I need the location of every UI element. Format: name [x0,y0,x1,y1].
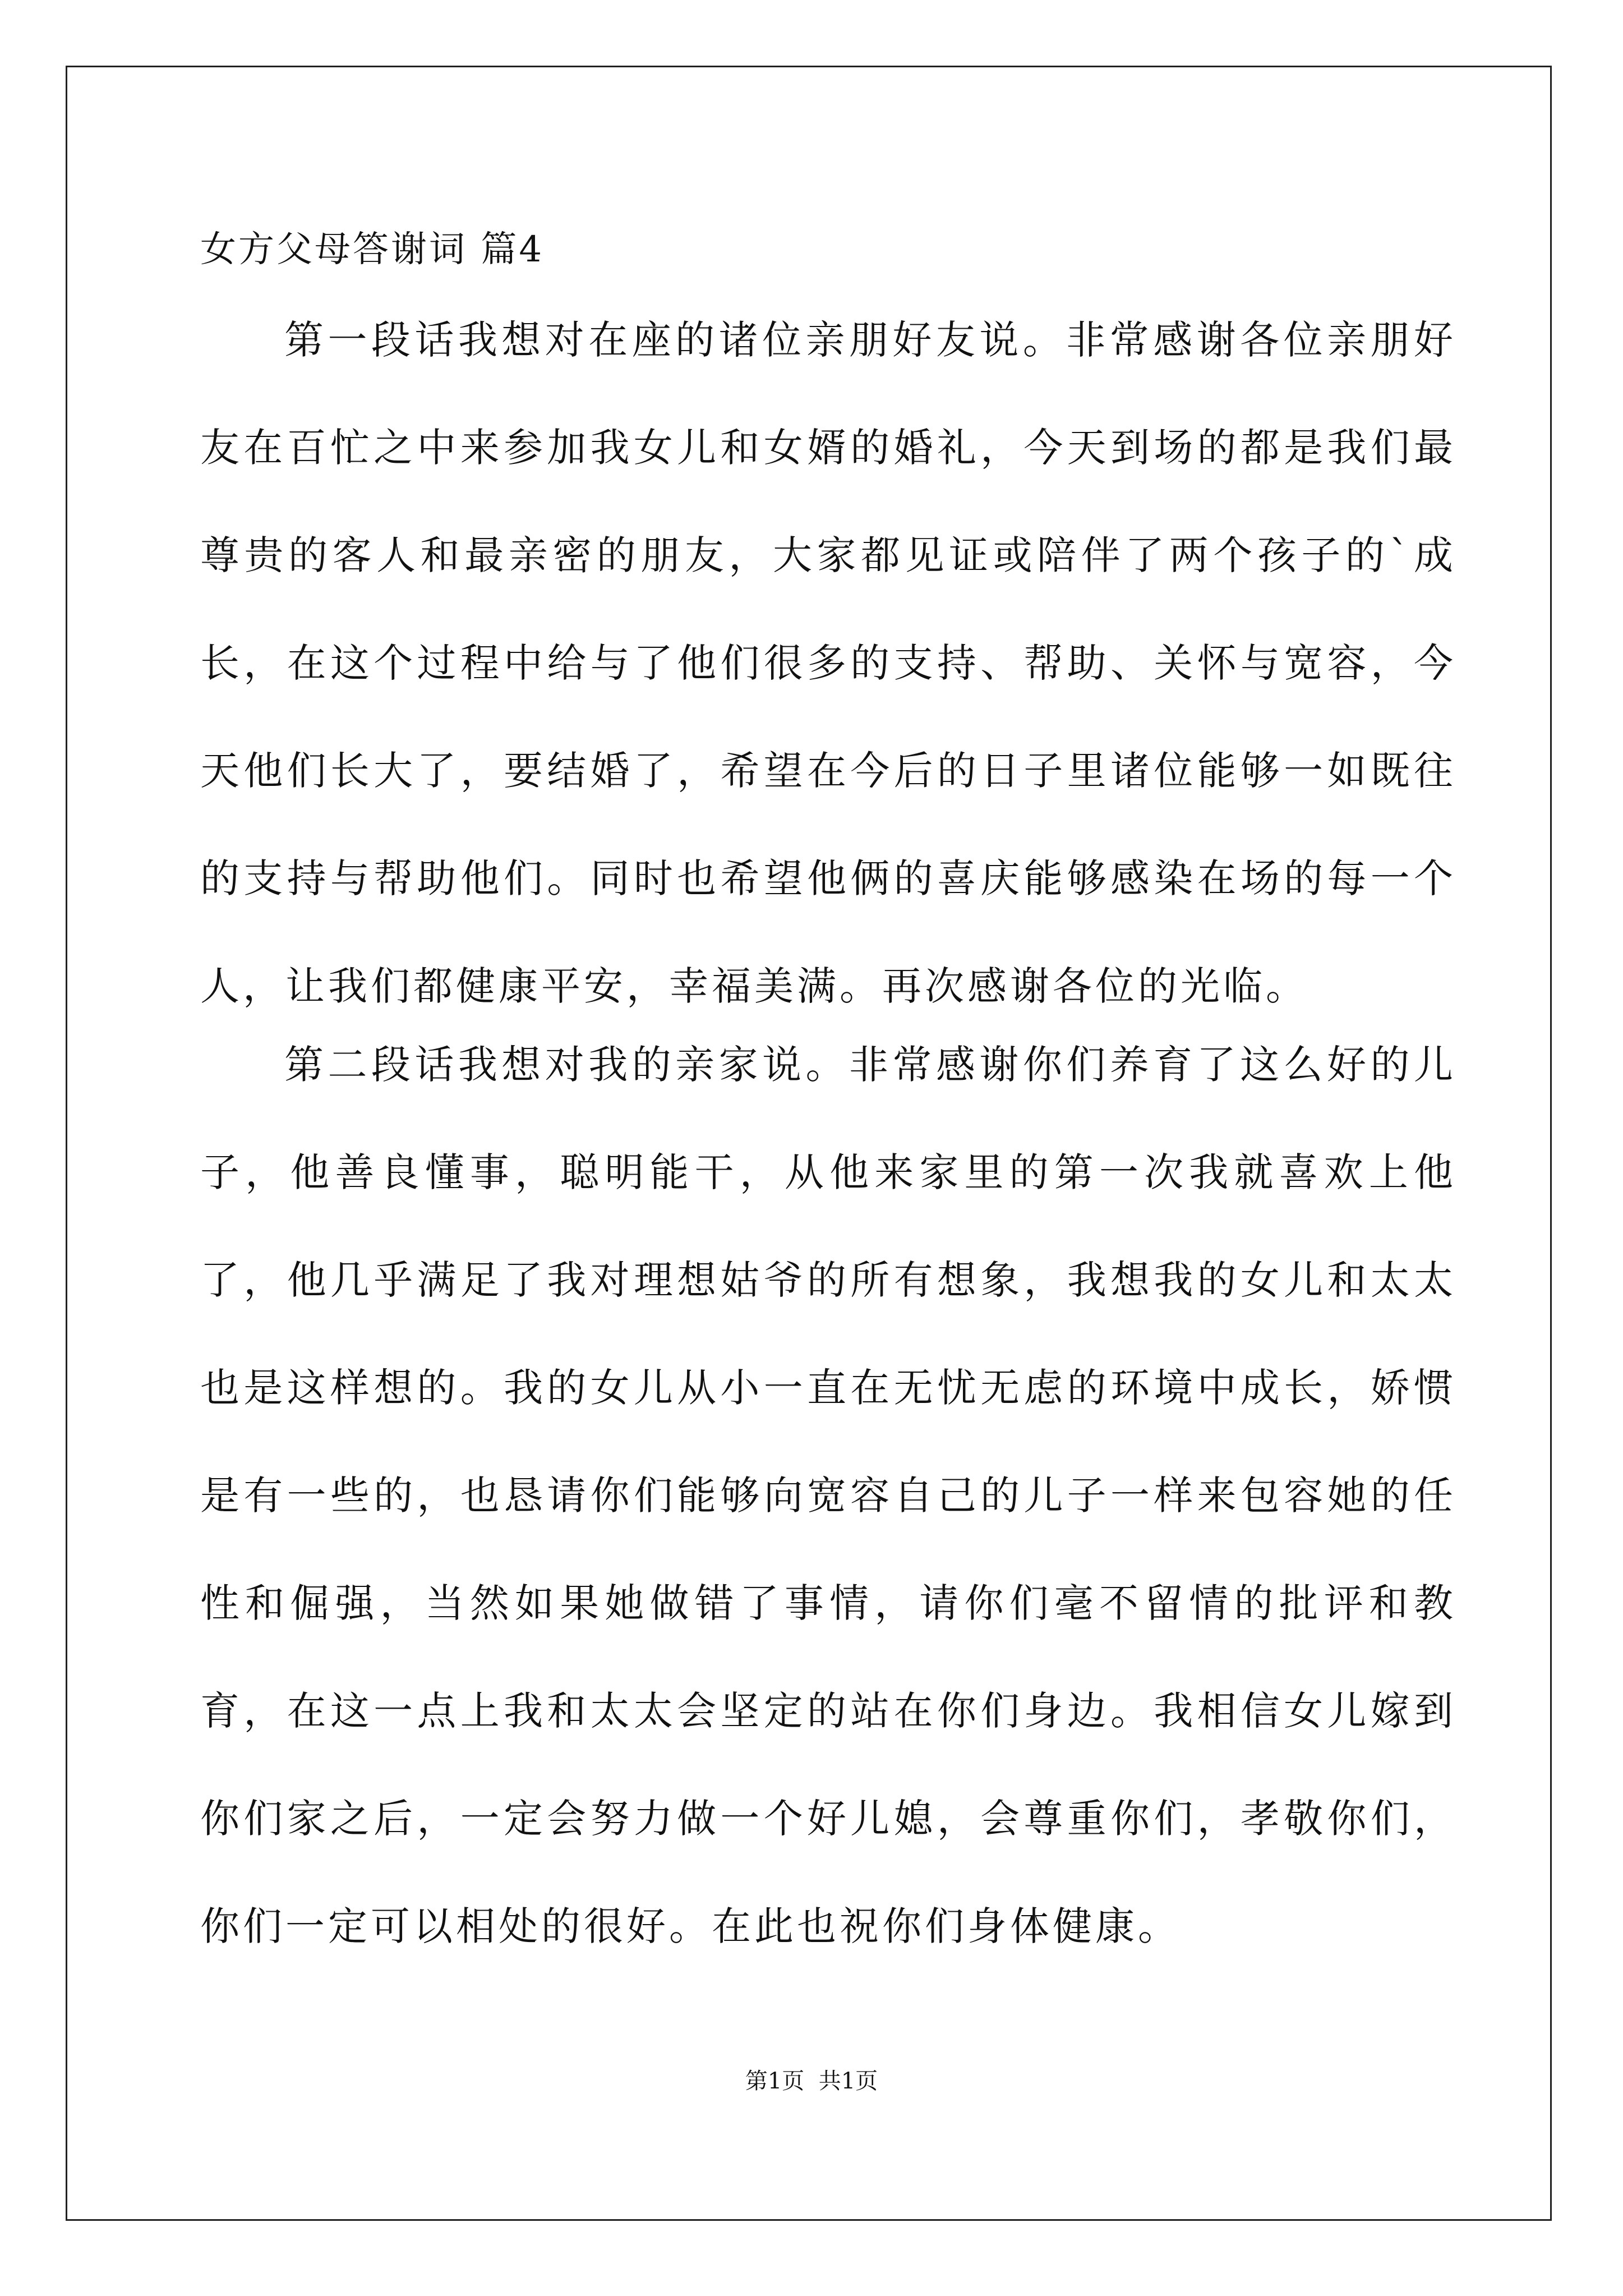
document-title: 女方父母答谢词 篇4 [200,229,545,270]
page-footer: 第1页 共1页 [745,2068,878,2094]
paragraph-2: 第二段话我想对我的亲家说。非常感谢你们养育了这么好的儿子，他善良懂事，聪明能干，从他来家里的第一次我就喜欢上他了，他几乎满足了我对理想姑爷的所有想象，我想我的女儿和太太也是这样想的。我的女儿从小一直在无忧无虑的环境中成长，娇惯是有一些的，也恳请你们能够向宽容自己的儿子一样来包容她的任性和倔强，当然如果她做错了事情，请你们毫不留情的批评和教育，在这一点上我和太太会坚定的站在你们身边。我相信女儿嫁到你们家之后，一定会努力做一个好儿媳，会尊重你们，孝敬你们，你们一定可以相处的很好。在此也祝你们身体健康。 [200,1042,1456,1949]
paragraph-1: 第一段话我想对在座的诸位亲朋好友说。非常感谢各位亲朋好友在百忙之中来参加我女儿和女婿的婚礼，今天到场的都是我们最尊贵的客人和最亲密的朋友，大家都见证或陪伴了两个孩子的`成长，在这个过程中给与了他们很多的支持、帮助、关怀与宽容，今天他们长大了，要结婚了，希望在今后的日子里诸位能够一如既往的支持与帮助他们。同时也希望他俩的喜庆能够感染在场的每一个人，让我们都健康平安，幸福美满。再次感谢各位的光临。 [200,317,1456,1009]
